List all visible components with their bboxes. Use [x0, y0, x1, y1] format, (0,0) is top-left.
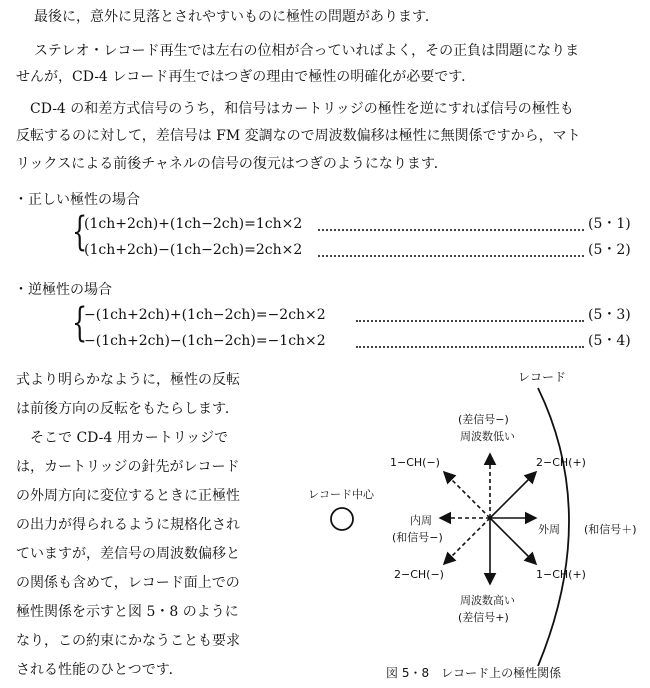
freq-low-label: 周波数低い — [460, 430, 515, 443]
equation-number-5-2: (5・2) — [588, 242, 631, 258]
ch-lower-left-label: 2−CH(−) — [394, 568, 444, 581]
equation-5-3-expr: −(1ch+2ch)+(1ch−2ch)=−2ch×2 — [84, 307, 326, 323]
intro-line-1: 最後に，意外に見落とされやすいものに極性の問題があります． — [34, 9, 439, 25]
brace-reverse: { — [72, 300, 88, 346]
body-line-7: ていますが，差信号の周波数偏移と — [16, 546, 240, 562]
diff-plus-label: (差信号+) — [458, 611, 509, 624]
sum-minus-label: (和信号−) — [392, 531, 443, 544]
sum-plus-label: (和信号＋) — [584, 523, 637, 536]
intro-line-5: 反転するのに対して，差信号は FM 変調なので周波数偏移は極性に無関係ですから，マト — [16, 128, 581, 144]
arrow-upper-left — [444, 472, 490, 518]
body-line-2: は前後方向の反転をもたらします． — [16, 401, 239, 417]
equation-5-1-expr: (1ch+2ch)+(1ch−2ch)=1ch×2 — [84, 216, 303, 232]
record-center-circle — [331, 508, 353, 530]
arrow-lower-left — [444, 518, 490, 564]
arrow-lower-right — [490, 518, 536, 564]
figure-polarity-diagram — [300, 366, 645, 688]
body-line-9: 極性関係を示すと図 5・8 のように — [16, 604, 239, 620]
body-line-5: の外周方向に変位するときに正極性 — [16, 488, 240, 504]
body-left-column — [16, 366, 298, 685]
ch-upper-left-label: 1−CH(−) — [390, 456, 440, 469]
intro-line-4: CD-4 の和差方式信号のうち，和信号はカートリッジの極性を逆にすれば信号の極性も — [30, 101, 574, 117]
record-center-label: レコード中心 — [308, 488, 374, 501]
record-label: レコード — [518, 370, 567, 384]
leader-dots-5-4 — [356, 346, 584, 348]
arrow-upper-right — [490, 472, 536, 518]
body-line-8: の関係も含めて，レコード面上での — [16, 575, 240, 591]
leader-dots-5-2 — [318, 255, 584, 257]
intro-line-2: ステレオ・レコード再生では左右の位相が合っていればよく，その正負は問題になりま — [34, 43, 580, 59]
leader-dots-5-3 — [356, 320, 584, 322]
brace-correct: { — [72, 209, 88, 255]
figure-caption: 図 5・8 レコード上の極性関係 — [386, 666, 562, 680]
equation-number-5-4: (5・4) — [588, 333, 631, 349]
diff-minus-label: (差信号−) — [458, 413, 509, 426]
freq-high-label: 周波数高い — [460, 594, 515, 607]
equation-5-2 — [84, 241, 302, 259]
equation-5-4-expr: −(1ch+2ch)−(1ch−2ch)=−1ch×2 — [84, 333, 326, 349]
intro-line-3: せんが，CD-4 レコード再生ではつぎの理由で極性の明確化が必要です． — [16, 69, 476, 85]
equation-5-2-expr: (1ch+2ch)−(1ch−2ch)=2ch×2 — [84, 242, 303, 258]
body-line-4: は，カートリッジの針先がレコード — [16, 459, 240, 475]
equation-5-3 — [84, 306, 326, 324]
ch-lower-right-label: 1−CH(+) — [536, 568, 586, 581]
body-line-6: の出力が得られるように規格化され — [16, 517, 240, 533]
equation-5-1 — [84, 215, 302, 233]
leader-dots-5-1 — [318, 229, 584, 231]
body-line-10: なり，この約束にかなうことも要求 — [16, 633, 240, 649]
equation-number-5-1: (5・1) — [588, 216, 631, 232]
ch-upper-right-label: 2−CH(+) — [536, 456, 586, 469]
equation-5-4 — [84, 332, 326, 350]
intro-line-6: リックスによる前後チャネルの信号の復元はつぎのようになります． — [16, 156, 448, 172]
body-line-3: そこで CD-4 用カートリッジで — [16, 430, 229, 446]
equation-number-5-3: (5・3) — [588, 307, 631, 323]
heading-reverse-polarity: ・逆極性の場合 — [14, 282, 112, 298]
outer-label: 外周 — [538, 523, 560, 536]
body-line-11: される性能のひとつです． — [16, 662, 183, 678]
inner-label: 内周 — [410, 514, 432, 527]
body-line-1: 式より明らかなように，極性の反転 — [16, 372, 240, 388]
heading-correct-polarity: ・正しい極性の場合 — [14, 192, 140, 208]
